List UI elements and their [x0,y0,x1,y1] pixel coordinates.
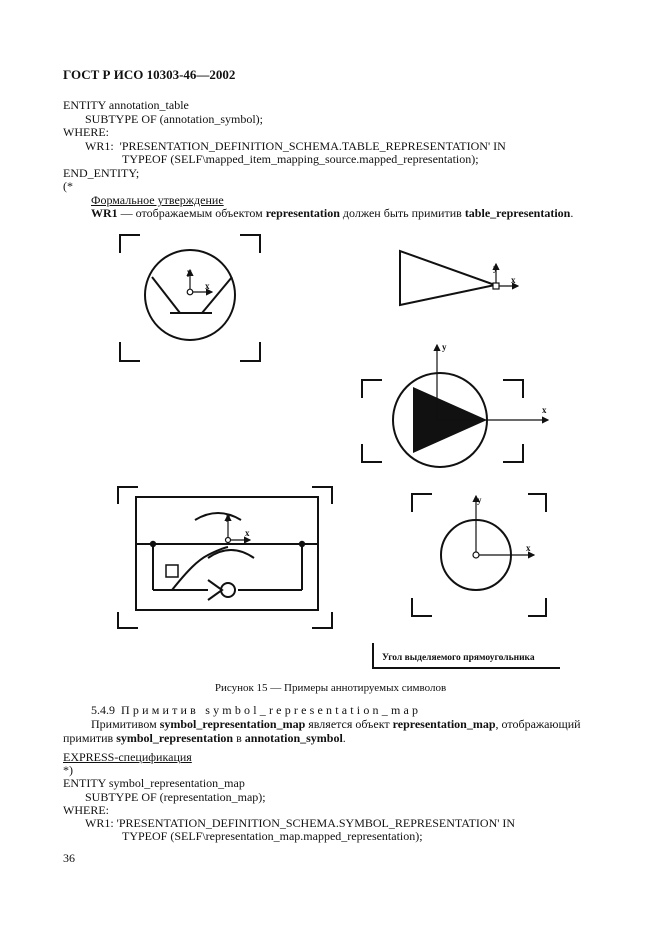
axis-label-x: x [245,528,250,538]
code-line: SUBTYPE OF (annotation_symbol); [85,112,264,126]
section-heading [91,703,421,717]
axis-label-y: y [226,512,231,522]
code-line: ENTITY annotation_table [63,98,189,112]
code-line: WR1: 'PRESENTATION_DEFINITION_SCHEMA.SYMBOL_REPRESENTATION' IN [85,816,516,830]
rule-term: representation [265,206,340,220]
code-line: *) [63,763,73,777]
rule-id: WR1 [91,206,118,220]
paragraph-line: примитив symbol_representation в annotation_symbol. [63,731,346,745]
section-number: 5.4.9 [91,703,115,717]
axis-label-y: y [493,263,498,273]
code-line: SUBTYPE OF (representation_map); [85,790,266,804]
selection-corners [120,235,260,361]
formal-title: Формальное утверждение [91,193,224,207]
page-header: ГОСТ Р ИСО 10303-46—2002 [63,67,236,82]
axis-label-y: y [442,342,447,352]
axis-label-x: x [511,275,516,285]
axis-label-x: x [526,543,531,553]
rule-term: table_representation [464,206,571,220]
figure-caption: Рисунок 15 — Примеры аннотируемых символов [214,682,447,694]
triangle-shape [400,251,495,305]
rule-text: — отображаемым объектом [117,206,266,220]
code-line: ENTITY symbol_representation_map [63,776,245,790]
rule-text: . [570,206,574,220]
code-line: END_ENTITY; [63,166,140,180]
paragraph-line: Примитивом symbol_representation_map является объект representation_map, отображающий [91,717,581,731]
section-title: Примитив symbol_representation_map [121,703,422,717]
axis-label-x: x [205,281,210,291]
rule-text: должен быть примитив [339,206,465,220]
legend-label: Угол выделяемого прямоугольника [382,653,535,663]
code-line: (* [63,179,73,193]
page-number: 36 [63,851,75,865]
code-line: TYPEOF (SELF\mapped_item_mapping_source.mapped_representation); [122,152,479,166]
express-title: EXPRESS-спецификация [63,750,192,764]
code-line: WHERE: [63,125,109,139]
axis-label-y: y [477,495,482,505]
axis-label-y: y [187,267,192,277]
axis-label-x: x [542,405,547,415]
code-line: TYPEOF (SELF\representation_map.mapped_representation); [122,829,423,843]
code-line: WHERE: [63,803,109,817]
code-line: WR1: 'PRESENTATION_DEFINITION_SCHEMA.TABLE_REPRESENTATION' IN [85,139,506,153]
